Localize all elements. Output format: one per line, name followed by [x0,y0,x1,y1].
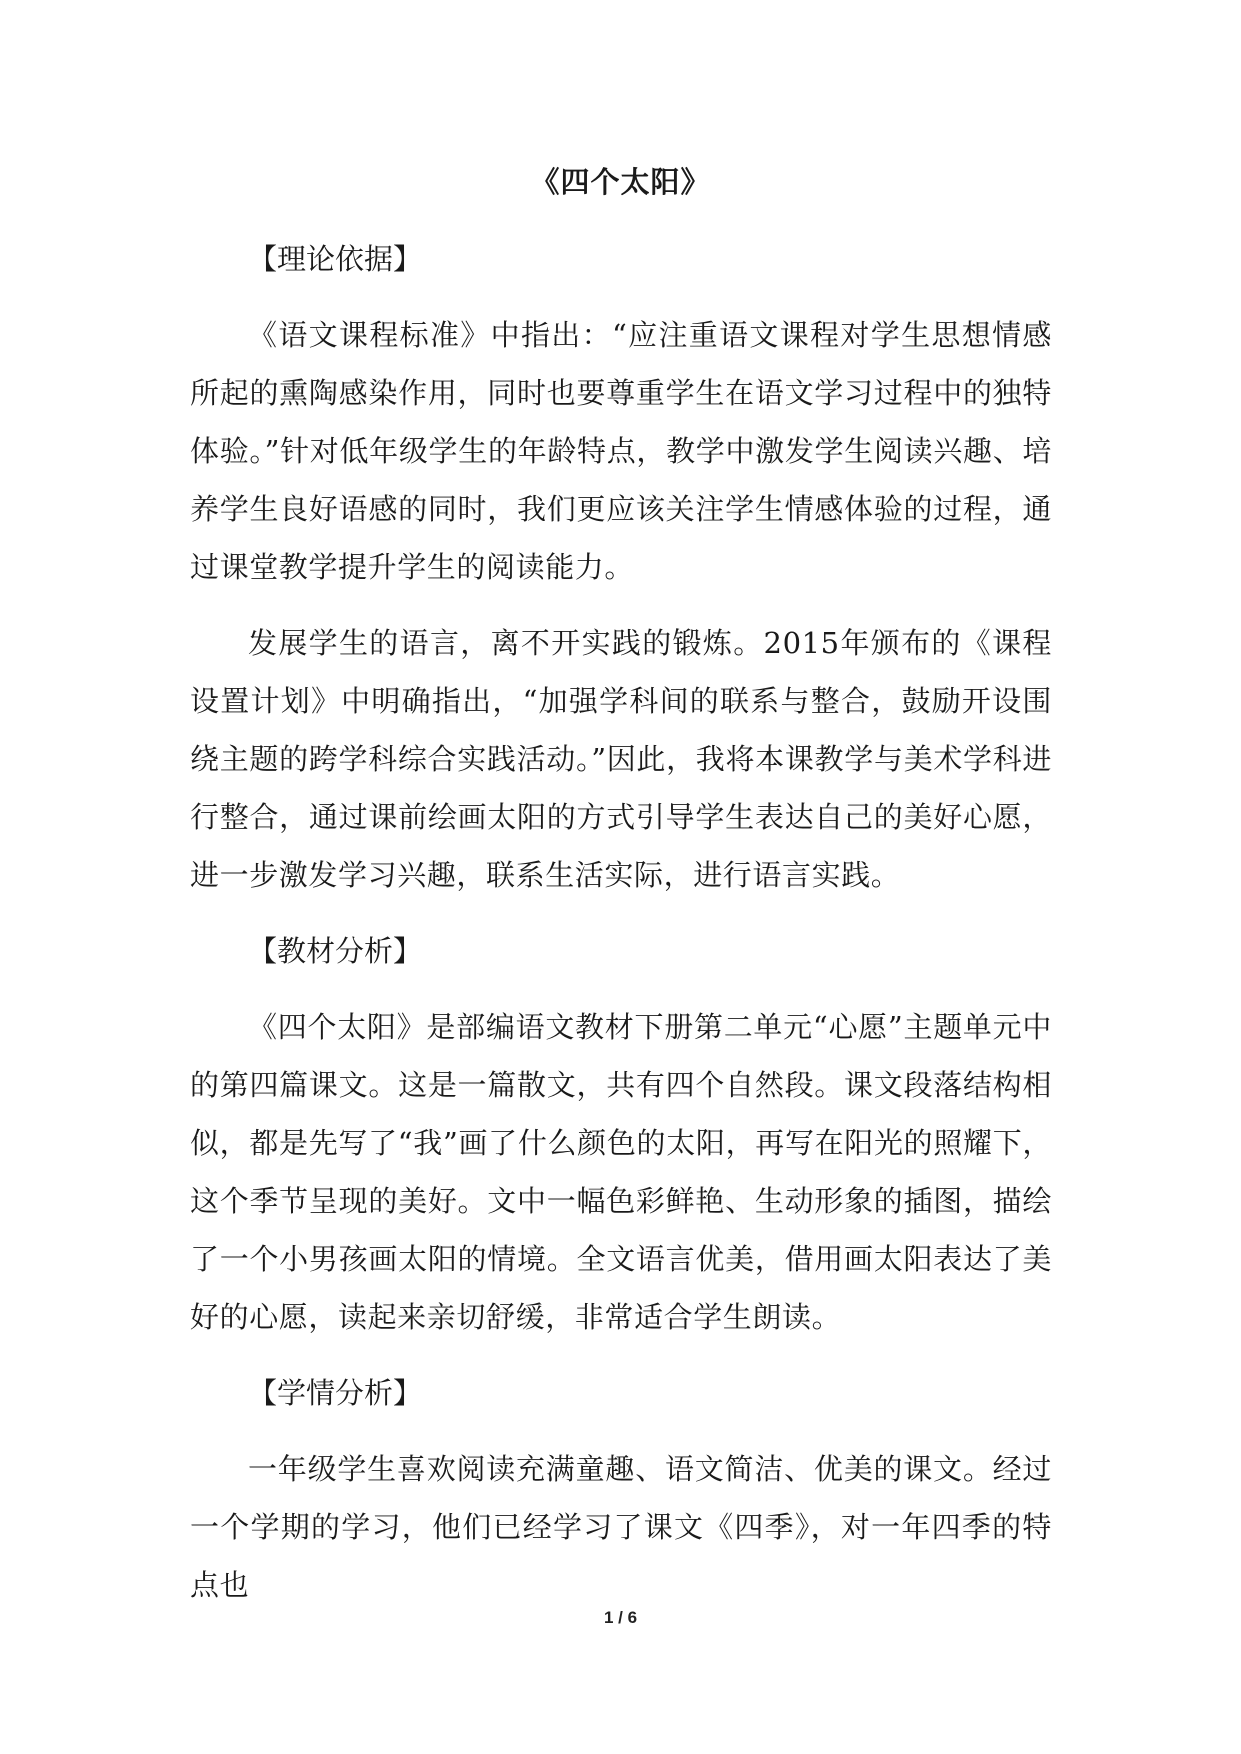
paragraph: 《语文课程标准》中指出：“应注重语文课程对学生思想情感所起的熏陶感染作用，同时也要尊重学生在语文学习过程中的独特体验。”针对低年级学生的年龄特点，教学中激发学生阅读兴趣、培养学生良好语感的同时，我们更应该关注学生情感体验的过程，通过课堂教学提升学生的阅读能力。 [190,318,1052,584]
section-heading-students: 【学情分析】 [248,1376,423,1410]
document-title: 《四个太阳》 [530,165,711,199]
section-heading-textbook: 【教材分析】 [248,934,423,968]
paragraph: 发展学生的语言，离不开实践的锻炼。2015年颁布的《课程设置计划》中明确指出，“加强学科间的联系与整合，鼓励开设围绕主题的跨学科综合实践活动。”因此，我将本课教学与美术学科进行整合，通过课前绘画太阳的方式引导学生表达自己的美好心愿，进一步激发学习兴趣，联系生活实际，进行语言实践。 [190,626,1052,892]
paragraph: 《四个太阳》是部编语文教材下册第二单元“心愿”主题单元中的第四篇课文。这是一篇散文，共有四个自然段。课文段落结构相似，都是先写了“我”画了什么颜色的太阳，再写在阳光的照耀下，这个季节呈现的美好。文中一幅色彩鲜艳、生动形象的插图，描绘了一个小男孩画太阳的情境。全文语言优美，借用画太阳表达了美好的心愿，读起来亲切舒缓，非常适合学生朗读。 [190,1010,1052,1334]
section-heading-theory: 【理论依据】 [248,242,423,276]
page-number: 1 / 6 [603,1608,638,1627]
document-body [190,230,1052,1632]
paragraph: 一年级学生喜欢阅读充满童趣、语文简洁、优美的课文。经过一个学期的学习，他们已经学习了课文《四季》，对一年四季的特点也 [190,1452,1052,1602]
